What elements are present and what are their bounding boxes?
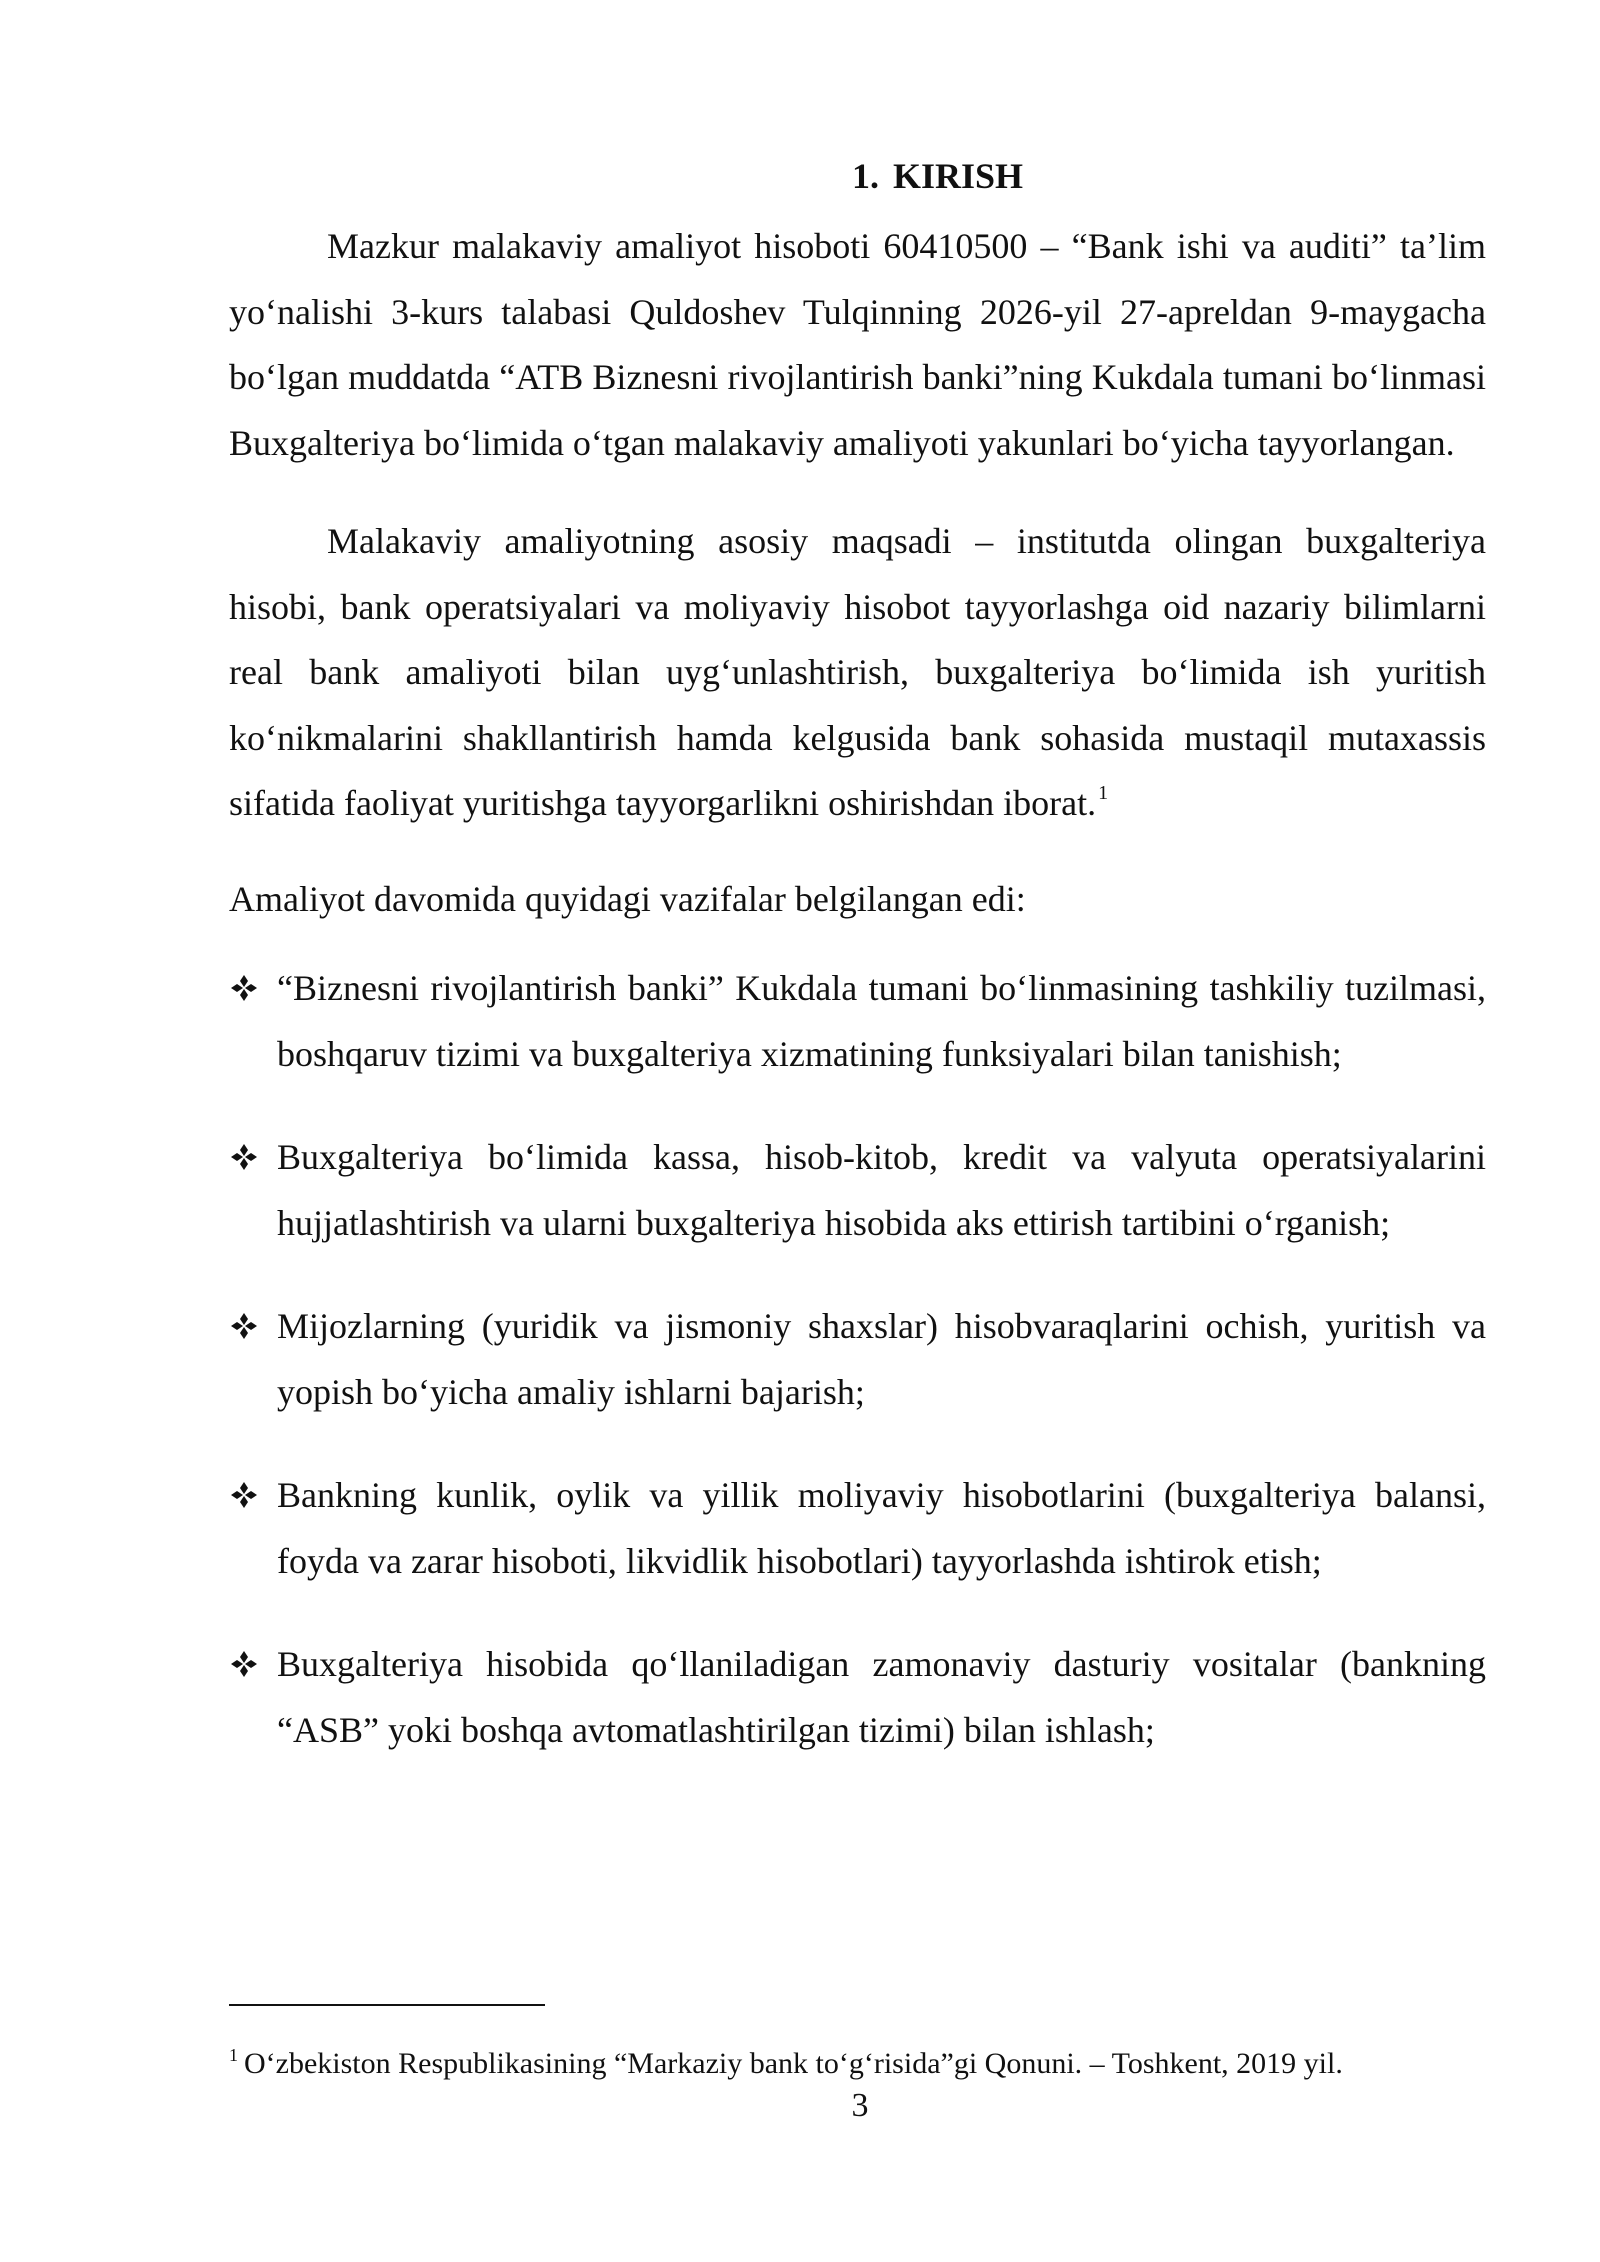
four-diamond-bullet-icon — [229, 1311, 259, 1341]
task-text: Buxgalteriya hisobida qo‘llaniladigan zamonaviy dasturiy vositalar (bankning “ASB” yoki boshqa avtomatlashtirilgan tizimi) bilan ishlash; — [277, 1644, 1486, 1750]
paragraph-2-text: Malakaviy amaliyotning asosiy maqsadi – institutda olingan buxgalteriya hisobi, bank operatsiyalari va moliyaviy hisobot tayyorlashga oid nazariy bilimlarni real bank amaliyoti bilan uyg‘unlashtirish, buxgalteriya bo‘limida ish yuritish ko‘nikmalarini shakllantirish hamda kelgusida bank sohasida mustaqil mutaxassis sifatida faoliyat yuritishga tayyorgarlikni oshirishdan iborat. — [229, 521, 1486, 823]
four-diamond-bullet-icon — [229, 1142, 259, 1172]
list-item — [229, 956, 1486, 1087]
footnote-number: 1 — [229, 2045, 238, 2065]
section-number: 1. — [851, 156, 879, 196]
four-diamond-bullet-icon — [229, 1480, 259, 1510]
task-text: “Biznesni rivojlantirish banki” Kukdala tumani bo‘linmasining tashkiliy tuzilmasi, boshqaruv tizimi va buxgalteriya xizmatining funksiyalari bilan tanishish; — [277, 968, 1486, 1074]
list-item — [229, 1294, 1486, 1425]
section-title: KIRISH — [892, 156, 1024, 196]
main-content — [229, 148, 1486, 1801]
list-item — [229, 1463, 1486, 1594]
task-text: Bankning kunlik, oylik va yillik moliyaviy hisobotlarini (buxgalteriya balansi, foyda va zarar hisoboti, likvidlik hisobotlari) tayyorlashda ishtirok etish; — [277, 1475, 1486, 1581]
footnote — [229, 2044, 1529, 2084]
paragraph-1-text: Mazkur malakaviy amaliyot hisoboti 60410500 – “Bank ishi va auditi” ta’lim yo‘nalishi 3-kurs talabasi Quldoshev Tulqinning 2026-yil 27-apreldan 9-maygacha bo‘lgan muddatda “ATB Biznesni rivojlantirish banki”ning Kukdala tumani bo‘linmasi Buxgalteriya bo‘limida o‘tgan malakaviy amaliyoti yakunlari bo‘yicha tayyorlangan. — [229, 226, 1486, 463]
footnote-reference[interactable]: 1 — [1098, 782, 1109, 804]
four-diamond-bullet-icon — [229, 973, 259, 1003]
section-heading — [229, 148, 1486, 204]
list-item — [229, 1125, 1486, 1256]
tasks-list — [229, 956, 1486, 1763]
tasks-intro: Amaliyot davomida quyidagi vazifalar belgilangan edi: — [229, 878, 1026, 919]
intro-paragraph-2 — [229, 509, 1486, 837]
list-item — [229, 1632, 1486, 1763]
footnote-separator — [229, 2004, 545, 2006]
task-text: Mijozlarning (yuridik va jismoniy shaxslar) hisobvaraqlarini ochish, yuritish va yopish bo‘yicha amaliy ishlarni bajarish; — [277, 1306, 1486, 1412]
footnote-text: O‘zbekiston Respublikasining “Markaziy bank to‘g‘risida”gi Qonuni. – Toshkent, 2019 yil. — [244, 2047, 1343, 2080]
task-text: Buxgalteriya bo‘limida kassa, hisob-kitob, kredit va valyuta operatsiyalarini hujjatlashtirish va ularni buxgalteriya hisobida aks ettirish tartibini o‘rganish; — [277, 1137, 1486, 1243]
four-diamond-bullet-icon — [229, 1649, 259, 1679]
page-number: 3 — [851, 2087, 869, 2124]
intro-paragraph-1 — [229, 214, 1486, 476]
